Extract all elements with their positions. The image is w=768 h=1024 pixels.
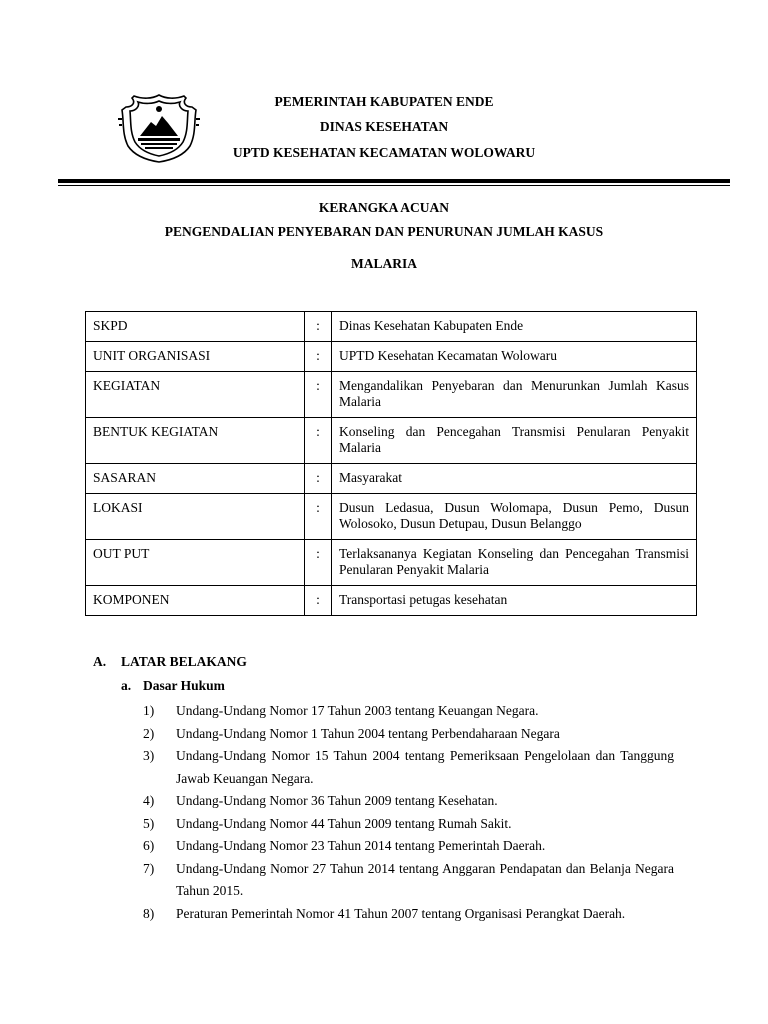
table-row — [86, 586, 697, 616]
header-unit-name: UPTD KESEHATAN KECAMATAN WOLOWARU — [232, 145, 536, 160]
list-number: 8) — [143, 905, 155, 921]
section-title: LATAR BELAKANG — [121, 654, 247, 669]
row-value: Masyarakat — [332, 464, 697, 494]
document-subtitle: PENGENDALIAN PENYEBARAN DAN PENURUNAN JUMLAH KASUS — [164, 224, 604, 239]
row-label: SKPD — [86, 312, 305, 342]
row-value: Terlaksananya Kegiatan Konseling dan Pencegahan Transmisi Penularan Penyakit Malaria — [332, 540, 697, 586]
subsection-title: Dasar Hukum — [143, 678, 225, 693]
row-label: LOKASI — [86, 494, 305, 540]
row-label: SASARAN — [86, 464, 305, 494]
subsection-letter: a. — [121, 678, 132, 693]
table-row — [86, 540, 697, 586]
table-row — [86, 342, 697, 372]
list-text: Peraturan Pemerintah Nomor 41 Tahun 2007 tentang Organisasi Perangkat Daerah. — [176, 905, 626, 921]
row-value: Konseling dan Pencegahan Transmisi Penularan Penyakit Malaria — [332, 418, 697, 464]
section-letter: A. — [93, 654, 107, 669]
section-heading — [93, 654, 247, 670]
document-title: KERANGKA ACUAN — [318, 200, 450, 215]
row-separator: : — [305, 494, 332, 540]
list-text: Undang-Undang Nomor 23 Tahun 2014 tentang Pemerintah Daerah. — [176, 838, 546, 853]
list-text: Undang-Undang Nomor 17 Tahun 2003 tentang Keuangan Negara. — [176, 703, 539, 718]
list-item — [0, 790, 768, 813]
list-number: 2) — [143, 725, 155, 741]
table-row — [86, 418, 697, 464]
row-separator: : — [305, 342, 332, 372]
table-row — [86, 494, 697, 540]
row-label: KEGIATAN — [86, 372, 305, 418]
table-row — [86, 312, 697, 342]
row-separator: : — [305, 312, 332, 342]
activity-info-table — [85, 311, 697, 616]
table-row — [86, 372, 697, 418]
row-separator: : — [305, 586, 332, 616]
list-number: 1) — [143, 703, 155, 718]
list-text: Undang-Undang Nomor 44 Tahun 2009 tentang Rumah Sakit. — [176, 815, 512, 831]
row-label: UNIT ORGANISASI — [86, 342, 305, 372]
list-item — [0, 813, 768, 836]
list-number: 6) — [143, 838, 155, 853]
list-item — [0, 858, 768, 903]
list-number: 3) — [143, 748, 155, 763]
row-label: OUT PUT — [86, 540, 305, 586]
subsection-heading — [121, 678, 225, 694]
row-value: Mengandalikan Penyebaran dan Menurunkan Jumlah Kasus Malaria — [332, 372, 697, 418]
header-government-name: PEMERINTAH KABUPATEN ENDE — [274, 94, 494, 109]
list-item — [0, 700, 768, 723]
list-text: Undang-Undang Nomor 36 Tahun 2009 tentang Kesehatan. — [176, 793, 498, 808]
row-label: KOMPONEN — [86, 586, 305, 616]
document-subtitle-continued: MALARIA — [351, 256, 417, 271]
row-separator: : — [305, 464, 332, 494]
list-item — [0, 723, 768, 746]
row-separator: : — [305, 418, 332, 464]
list-item — [0, 835, 768, 858]
list-text: Undang-Undang Nomor 27 Tahun 2014 tentang Anggaran Pendapatan dan Belanja Negara Tahun 2015. — [176, 860, 674, 898]
legal-basis-list — [0, 700, 768, 925]
row-value: Transportasi petugas kesehatan — [332, 586, 697, 616]
row-value: UPTD Kesehatan Kecamatan Wolowaru — [332, 342, 697, 372]
row-value: Dusun Ledasua, Dusun Wolomapa, Dusun Pemo, Dusun Wolosoko, Dusun Detupau, Dusun Belanggo — [332, 494, 697, 540]
list-text: Undang-Undang Nomor 15 Tahun 2004 tentang Pemeriksaan Pengelolaan dan Tanggung Jawab Keuangan Negara. — [176, 748, 674, 786]
row-label: BENTUK KEGIATAN — [86, 418, 305, 464]
row-separator: : — [305, 372, 332, 418]
list-item — [0, 903, 768, 926]
table-row — [86, 464, 697, 494]
header-divider-thick — [58, 179, 730, 183]
list-item — [0, 745, 768, 790]
row-value: Dinas Kesehatan Kabupaten Ende — [332, 312, 697, 342]
list-number: 4) — [143, 793, 155, 808]
list-number: 5) — [143, 815, 155, 831]
row-separator: : — [305, 540, 332, 586]
header-department-name: DINAS KESEHATAN — [319, 119, 449, 134]
header-divider-thin — [58, 185, 730, 186]
list-text: Undang-Undang Nomor 1 Tahun 2004 tentang Perbendaharaan Negara — [176, 725, 560, 741]
list-number: 7) — [143, 860, 155, 876]
